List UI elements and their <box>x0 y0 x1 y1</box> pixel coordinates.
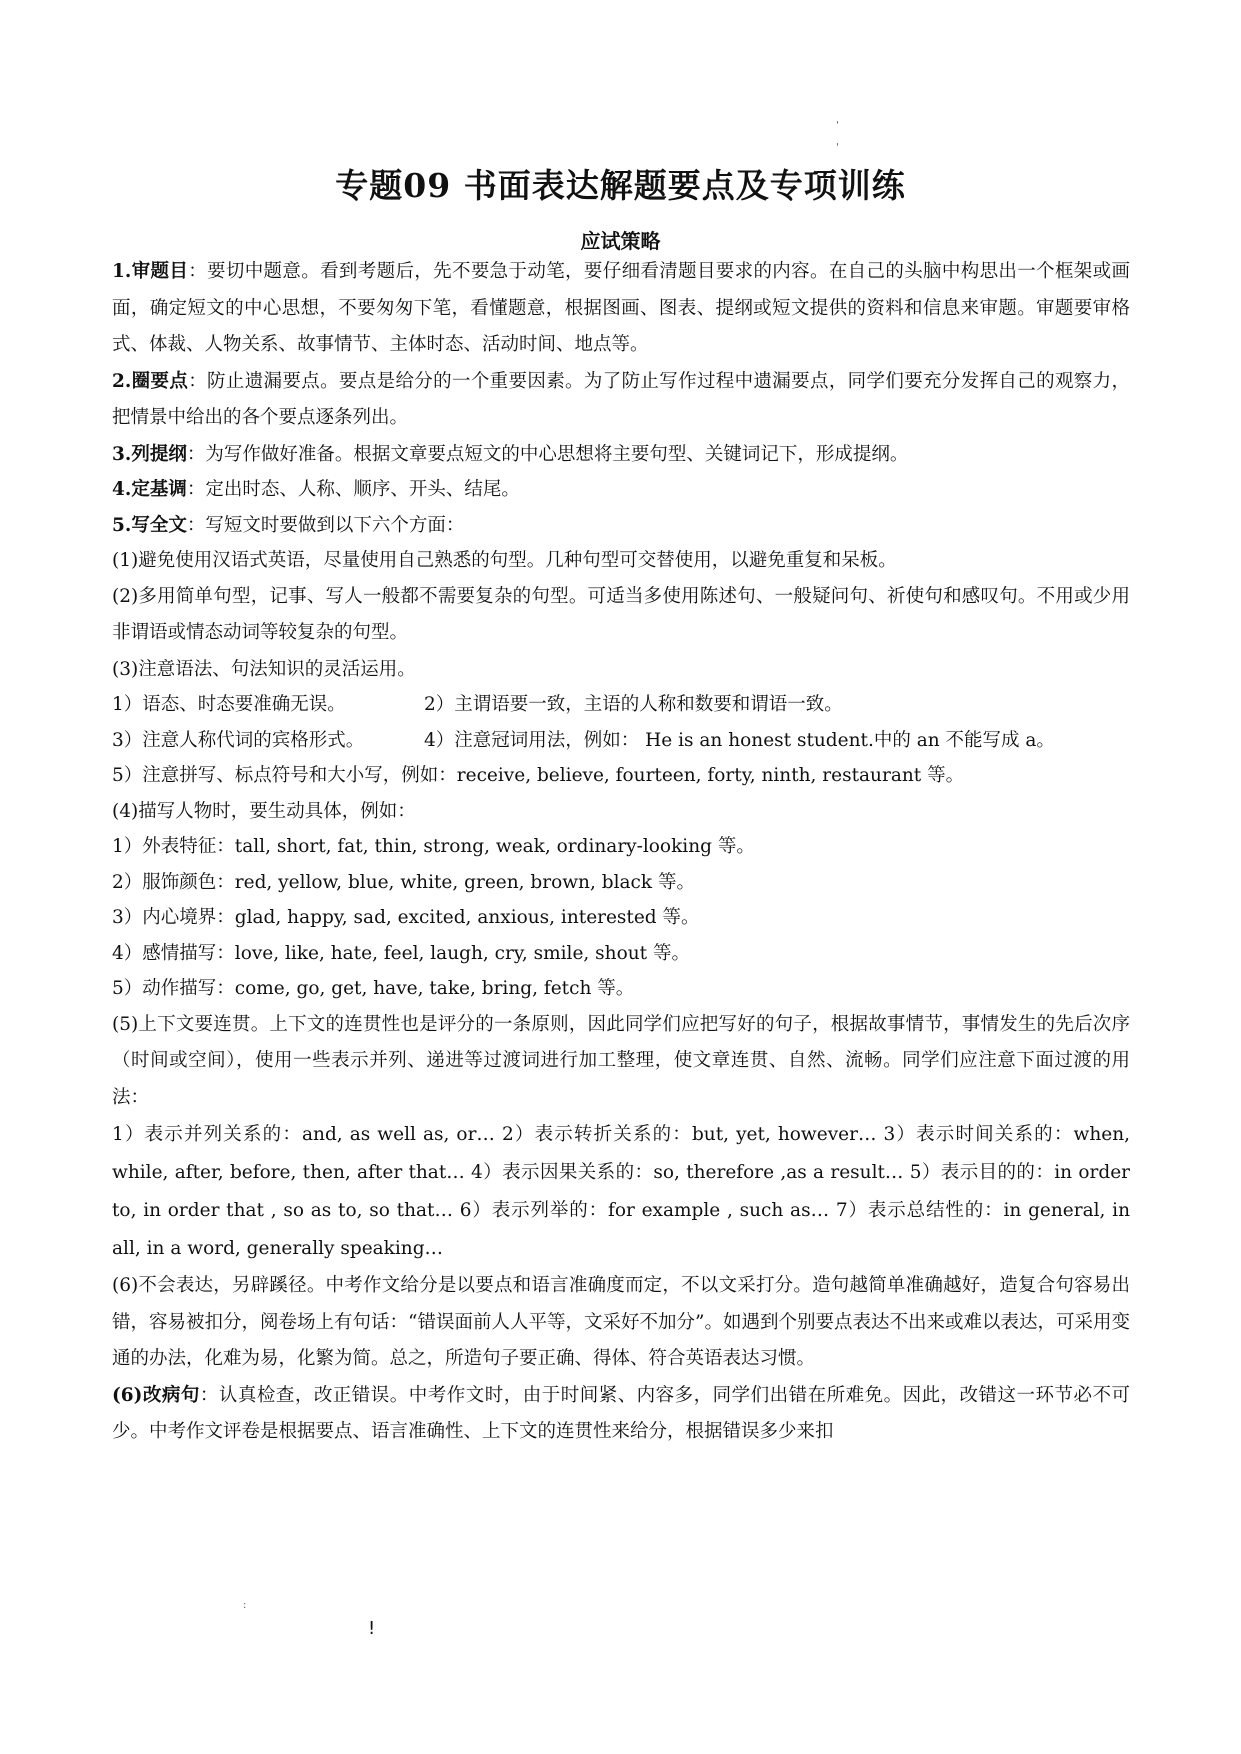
footer-mark: ! <box>368 1618 376 1639</box>
step-6-heading: (6)改病句 <box>112 1384 200 1406</box>
step-3-paragraph <box>112 437 1130 473</box>
step-6-text: ：认真检查，改正错误。中考作文时，由于时间紧、内容多，同学们出错在所难免。因此，改错这一环节必不可少。中考作文评卷是根据要点、语言准确性、上下文的连贯性来给分，根据错误多少来扣 <box>112 1384 1130 1442</box>
step-2-paragraph <box>112 364 1130 437</box>
step-3-heading: 3.列提纲 <box>112 443 187 465</box>
step-4-paragraph <box>112 472 1130 508</box>
scan-speck: ' <box>836 120 839 131</box>
point-3-paragraph: (3)注意语法、句法知识的灵活运用。 <box>112 658 416 680</box>
point-4-item-3: 3）内心境界：glad, happy, sad, excited, anxious, interested 等。 <box>112 907 700 928</box>
point-6-paragraph: (6)不会表达，另辟蹊径。中考作文给分是以要点和语言准确度而定，不以文采打分。造句越简单准确越好，造复合句容易出错，容易被扣分，阅卷场上有句话：“错误面前人人平等，文采好不加分”。如遇到个别要点表达不出来或难以表达，可采用变通的办法，化难为易，化繁为简。总之，所造句子要正确、得体、符合英语表达习惯。 <box>112 1275 1130 1369</box>
point-4-paragraph: (4)描写人物时，要生动具体，例如： <box>112 800 416 822</box>
point-3-item-4: 4）注意冠词用法，例如： He is an honest student.中的 an 不能写成 a。 <box>424 729 1055 751</box>
point-3-item-2: 2）主谓语要一致，主语的人称和数要和谓语一致。 <box>424 694 843 715</box>
point-1-paragraph: (1)避免使用汉语式英语，尽量使用自己熟悉的句型。几种句型可交替使用，以避免重复和呆板。 <box>112 550 897 571</box>
step-1-paragraph <box>112 254 1130 364</box>
scan-speck: ' <box>836 142 839 153</box>
point-3-item-1: 1）语态、时态要准确无误。 <box>112 694 346 715</box>
step-3-text: ：为写作做好准备。根据文章要点短文的中心思想将主要句型、关键词记下，形成提纲。 <box>186 443 909 465</box>
page-title: 专题09 书面表达解题要点及专项训练 <box>335 166 906 205</box>
point-5-paragraph: (5)上下文要连贯。上下文的连贯性也是评分的一条原则，因此同学们应把写好的句子，根据故事情节，事情发生的先后次序（时间或空间），使用一些表示并列、递进等过渡词进行加工整理，使文章连贯、自然、流畅。同学们应注意下面过渡的用法： <box>112 1013 1130 1108</box>
point-4-item-1: 1）外表特征：tall, short, fat, thin, strong, weak, ordinary-looking 等。 <box>112 836 755 857</box>
step-1-text: ：要切中题意。看到考题后，先不要急于动笔，要仔细看清题目要求的内容。在自己的头脑中构思出一个框架或画面，确定短文的中心思想，不要匆匆下笔，看懂题意，根据图画、图表、提纲或短文提供的资料和信息来审题。审题要审格式、体裁、人物关系、故事情节、主体时态、活动时间、地点等。 <box>112 261 1130 355</box>
document-body <box>112 254 1130 1451</box>
step-4-heading: 4.定基调 <box>112 479 187 500</box>
point-2-paragraph: (2)多用简单句型，记事、写人一般都不需要复杂的句型。可适当多使用陈述句、一般疑问句、祈使句和感叹句。不用或少用非谓语或情态动词等较复杂的句型。 <box>112 585 1130 643</box>
point-4-item-4: 4）感情描写：love, like, hate, feel, laugh, cry, smile, shout 等。 <box>112 942 690 964</box>
point-5-transition-list: 1）表示并列关系的：and, as well as, or… 2）表示转折关系的：but, yet, however… 3）表示时间关系的：when, while, after, before, then, after that… 4）表示因果关系的：so, therefore ,as a result… 5）表示目的的：in order to, in order that , so as to, so that… 6）表示列举的：for example , such as… 7）表示总结性的：in general, in all, in a word, generally speaking… <box>112 1124 1130 1259</box>
step-6-paragraph <box>112 1378 1130 1451</box>
step-5-text: ：写短文时要做到以下六个方面： <box>186 514 465 536</box>
point-3-row-2 <box>112 723 1130 759</box>
step-1-heading: 1.审题目 <box>112 261 189 282</box>
point-4-item-5: 5）动作描写：come, go, get, have, take, bring, fetch 等。 <box>112 978 635 999</box>
section-subtitle: 应试策略 <box>580 229 661 253</box>
step-5-paragraph <box>112 508 1130 544</box>
step-5-heading: 5.写全文 <box>112 514 187 536</box>
point-3-item-5: 5）注意拼写、标点符号和大小写，例如：receive, believe, fourteen, forty, ninth, restaurant 等。 <box>112 765 965 786</box>
point-3-item-3: 3）注意人称代词的宾格形式。 <box>112 729 365 751</box>
step-2-heading: 2.圈要点 <box>112 370 189 392</box>
point-4-item-2: 2）服饰颜色：red, yellow, blue, white, green, brown, black 等。 <box>112 871 695 893</box>
point-3-row-1 <box>112 687 1130 723</box>
step-2-text: ：防止遗漏要点。要点是给分的一个重要因素。为了防止写作过程中遗漏要点，同学们要充分发挥自己的观察力，把情景中给出的各个要点逐条列出。 <box>112 370 1130 428</box>
step-4-text: ：定出时态、人称、顺序、开头、结尾。 <box>186 479 520 500</box>
scan-speck: : <box>243 1600 247 1611</box>
